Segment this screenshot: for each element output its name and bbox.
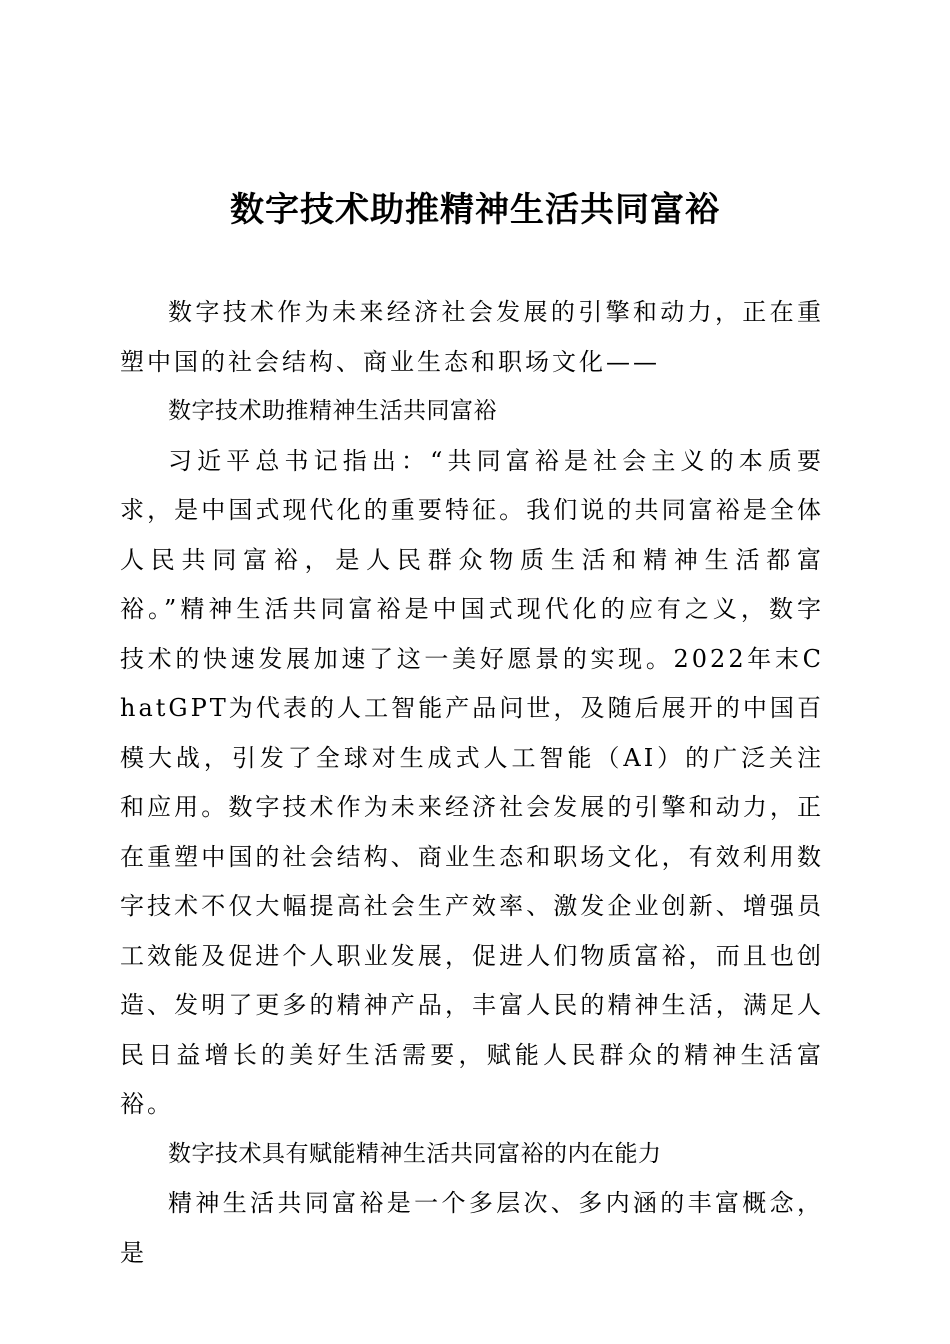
document-title: 数字技术助推精神生活共同富裕: [230, 190, 720, 230]
section-2-paragraph: 精神生活共同富裕是一个多层次、多内涵的丰富概念，是: [120, 1189, 824, 1267]
document-body: [120, 288, 824, 1278]
intro-paragraph: 数字技术作为未来经济社会发展的引擎和动力，正在重塑中国的社会结构、商业生态和职场文化——: [120, 298, 824, 376]
section-heading-1: 数字技术助推精神生活共同富裕: [168, 398, 497, 424]
section-1-paragraph: 习近平总书记指出：“共同富裕是社会主义的本质要求，是中国式现代化的重要特征。我们说的共同富裕是全体人民共同富裕，是人民群众物质生活和精神生活都富裕。”精神生活共同富裕是中国式现代化的应有之义，数字技术的快速发展加速了这一美好愿景的实现。2022年末ChatGPT为代表的人工智能产品问世，及随后展开的中国百模大战，引发了全球对生成式人工智能（AI）的广泛关注和应用。数字技术作为未来经济社会发展的引擎和动力，正在重塑中国的社会结构、商业生态和职场文化，有效利用数字技术不仅大幅提高社会生产效率、激发企业创新、增强员工效能及促进个人职业发展，促进人们物质富裕，而且也创造、发明了更多的精神产品，丰富人民的精神生活，满足人民日益增长的美好生活需要，赋能人民群众的精神生活富裕。: [120, 446, 824, 1118]
section-heading-2: 数字技术具有赋能精神生活共同富裕的内在能力: [168, 1140, 662, 1167]
